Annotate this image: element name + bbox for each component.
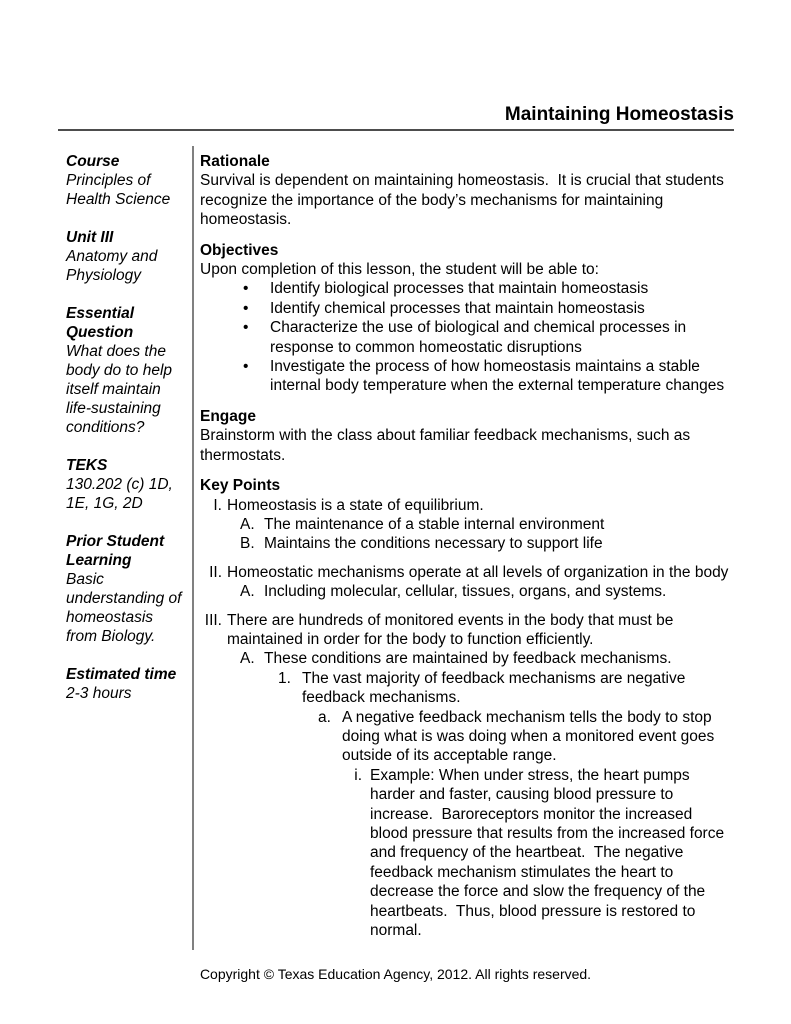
outline-item [200,669,734,708]
sidebar-section-essential-question [66,304,182,437]
copyright-footer: Copyright © Texas Education Agency, 2012. All rights reserved. [199,966,592,983]
sidebar-section-course [66,152,182,209]
objective-item [200,299,734,318]
list-marker: A. [240,650,255,668]
bullet-icon: • [243,299,249,317]
sidebar [58,146,192,950]
rationale-text: Survival is dependent on maintaining homeostasis. It is crucial that students recognize the importance of the body’s mechanisms for maintaining homeostasis. [200,172,729,229]
outline-text: A negative feedback mechanism tells the body to stop doing what is was doing when a monitored event goes outside of its acceptable range. [342,708,719,765]
objective-text: Identify biological processes that maintain homeostasis [270,280,649,298]
engage-heading: Engage [200,407,256,425]
sidebar-body-prior-learning: Basic understanding of homeostasis from Biology. [66,571,182,645]
sidebar-heading-estimated-time: Estimated time [66,666,177,683]
outline-text: The maintenance of a stable internal environment [264,515,605,533]
list-marker: 1. [278,669,291,687]
section-rationale [200,152,734,230]
outline-text: Maintains the conditions necessary to support life [264,535,603,553]
key-point-group-3 [200,611,734,941]
outline-item [200,582,734,601]
list-marker: A. [240,583,255,601]
bullet-icon: • [243,319,249,337]
objective-item [200,279,734,298]
list-marker: a. [318,708,331,726]
outline-item [200,563,734,582]
objectives-heading: Objectives [200,241,279,259]
sidebar-body-essential-question: What does the body do to help itself maintain life-sustaining conditions? [66,343,173,436]
outline-item [200,766,734,941]
objectives-intro: Upon completion of this lesson, the student will be able to: [200,261,599,279]
key-point-group-2 [200,563,734,602]
sidebar-heading-essential-question: Essential Question [66,305,135,341]
outline-item [200,708,734,766]
section-engage [200,407,734,465]
rationale-heading: Rationale [200,153,270,170]
sidebar-heading-prior-learning: Prior Student Learning [66,533,165,569]
sidebar-heading-unit: Unit III [66,229,114,246]
sidebar-body-unit: Anatomy and Physiology [66,248,158,284]
outline-item [200,515,734,534]
sidebar-heading-course: Course [66,153,120,170]
list-marker: A. [240,515,255,533]
sidebar-heading-teks: TEKS [66,457,108,474]
sidebar-section-prior-learning [66,532,182,646]
sidebar-section-unit [66,228,182,285]
sidebar-body-estimated-time: 2-3 hours [66,685,132,702]
objective-item [200,357,734,396]
list-marker: III. [204,611,222,629]
objective-text: Characterize the use of biological and chemical processes in response to common homeostatic disruptions [270,319,691,356]
section-key-points [200,476,734,940]
engage-text: Brainstorm with the class about familiar feedback mechanisms, such as thermostats. [200,427,695,464]
outline-item [200,496,734,515]
outline-text: Homeostasis is a state of equilibrium. [227,496,484,514]
sidebar-body-course: Principles of Health Science [66,172,171,208]
title-rule [58,129,734,131]
list-marker: i. [354,766,362,784]
list-marker: I. [213,496,222,514]
sidebar-section-teks [66,456,182,513]
key-points-heading: Key Points [200,477,281,495]
bullet-icon: • [243,280,249,298]
sidebar-body-teks: 130.202 (c) 1D, 1E, 1G, 2D [66,476,173,512]
outline-item [200,534,734,553]
outline-text: These conditions are maintained by feedback mechanisms. [264,650,672,668]
bullet-icon: • [243,358,249,376]
outline-text: Homeostatic mechanisms operate at all levels of organization in the body [227,563,729,581]
outline-text: Example: When under stress, the heart pumps harder and faster, causing blood pressure to increase. Baroreceptors monitor the increased blood pressure that results from the increased force and frequency of the heartbeat. The negative feedback mechanism stimulates the heart to decrease the force and slow the frequency of the heartbeats. Thus, blood pressure is restored to normal. [370,766,729,940]
outline-text: Including molecular, cellular, tissues, organs, and systems. [264,583,667,601]
objective-text: Investigate the process of how homeostasis maintains a stable internal body temperature when the external temperature changes [270,358,725,395]
outline-text: The vast majority of feedback mechanisms are negative feedback mechanisms. [302,669,690,707]
main-content [192,146,734,950]
content-columns [58,146,734,950]
list-marker: II. [209,563,222,581]
outline-item [200,611,734,650]
section-objectives [200,241,734,396]
list-marker: B. [240,535,255,553]
outline-item [200,649,734,668]
page-title: Maintaining Homeostasis [504,104,734,125]
objective-text: Identify chemical processes that maintain homeostasis [270,299,645,317]
key-point-group-1 [200,496,734,554]
outline-text: There are hundreds of monitored events in the body that must be maintained in order for the body to function efficiently. [227,611,678,648]
objective-item [200,318,734,357]
sidebar-section-estimated-time [66,665,182,703]
